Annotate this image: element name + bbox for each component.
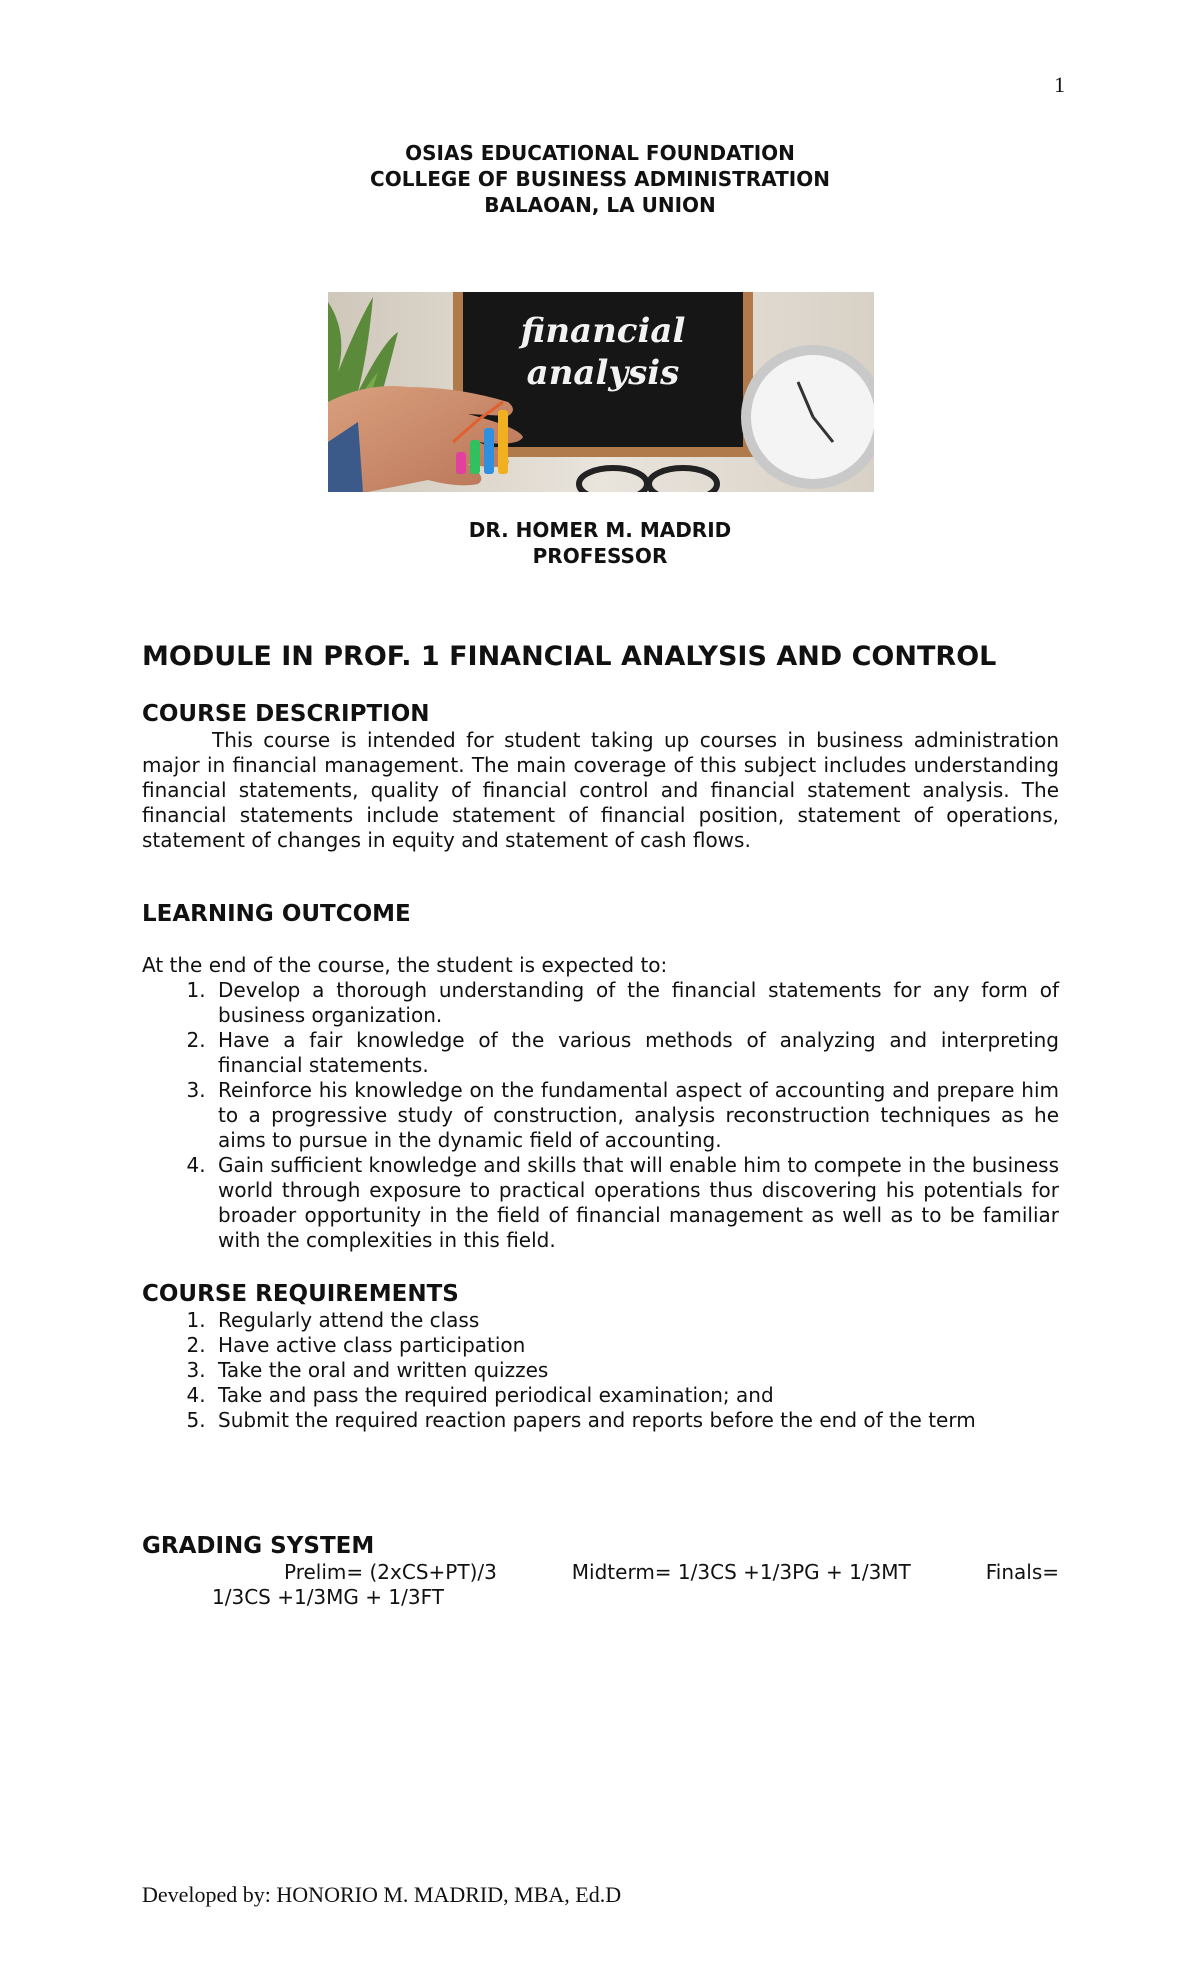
- list-item: 4. Gain sufficient knowledge and skills that will enable him to compete in the business world through exposure to practical operations thus discovering his potentials for broader opportunity in the field of financial management as well as to be familiar with the complexities in this field.: [212, 1153, 1059, 1253]
- financial-analysis-banner: [328, 292, 874, 492]
- banner-text-line2: analysis: [526, 353, 680, 393]
- learning-outcome-list: [142, 978, 1059, 1253]
- author-name: DR. HOMER M. MADRID: [468, 518, 732, 542]
- institution-location: BALAOAN, LA UNION: [484, 193, 716, 217]
- prelim-formula: Prelim= (2xCS+PT)/3: [284, 1560, 497, 1584]
- list-item: 3. Take the oral and written quizzes: [212, 1358, 1059, 1383]
- finals-formula-start: Finals=: [985, 1560, 1059, 1584]
- learning-outcome-intro: At the end of the course, the student is expected to:: [142, 953, 668, 977]
- list-item: 1. Regularly attend the class: [212, 1308, 1059, 1333]
- list-item: 1. Develop a thorough understanding of the financial statements for any form of business organization.: [212, 978, 1059, 1028]
- course-requirements-section: [142, 1280, 1059, 1433]
- list-item: 2. Have a fair knowledge of the various methods of analyzing and interpreting financial statements.: [212, 1028, 1059, 1078]
- grading-system-heading: GRADING SYSTEM: [142, 1533, 375, 1559]
- learning-outcome-heading: LEARNING OUTCOME: [142, 901, 411, 927]
- course-description-section: [142, 700, 1059, 853]
- banner-image: [328, 292, 874, 492]
- banner-text-line1: financial: [520, 311, 686, 351]
- institution-header: [0, 140, 1200, 218]
- author-block: [0, 517, 1200, 569]
- course-description-heading: COURSE DESCRIPTION: [142, 701, 430, 727]
- learning-outcome-section: [142, 900, 1059, 1253]
- list-item: 3. Reinforce his knowledge on the fundamental aspect of accounting and prepare him to a progressive study of construction, analysis reconstruction techniques as he aims to pursue in the dynamic field of accounting.: [212, 1078, 1059, 1153]
- institution-name: OSIAS EDUCATIONAL FOUNDATION: [405, 141, 795, 165]
- list-item: 2. Have active class participation: [212, 1333, 1059, 1358]
- footer-credit: Developed by: HONORIO M. MADRID, MBA, Ed.D: [142, 1882, 622, 1907]
- college-name: COLLEGE OF BUSINESS ADMINISTRATION: [370, 167, 830, 191]
- module-title: MODULE IN PROF. 1 FINANCIAL ANALYSIS AND CONTROL: [142, 641, 997, 672]
- author-title: PROFESSOR: [532, 544, 668, 568]
- course-requirements-list: [142, 1308, 1059, 1433]
- finals-formula: 1/3CS +1/3MG + 1/3FT: [212, 1585, 444, 1609]
- midterm-formula: Midterm= 1/3CS +1/3PG + 1/3MT: [571, 1560, 911, 1584]
- grading-system-section: [142, 1532, 1059, 1610]
- course-description-text: This course is intended for student taking up courses in business administration major in financial management. The main coverage of this subject includes understanding financial statements, quality of financial control and financial statement analysis. The financial statements include statement of financial position, statement of operations, statement of changes in equity and statement of cash flows.: [142, 728, 1059, 852]
- page-number: 1: [1054, 72, 1065, 97]
- list-item: 4. Take and pass the required periodical examination; and: [212, 1383, 1059, 1408]
- list-item: 5. Submit the required reaction papers and reports before the end of the term: [212, 1408, 1059, 1433]
- course-requirements-heading: COURSE REQUIREMENTS: [142, 1281, 459, 1307]
